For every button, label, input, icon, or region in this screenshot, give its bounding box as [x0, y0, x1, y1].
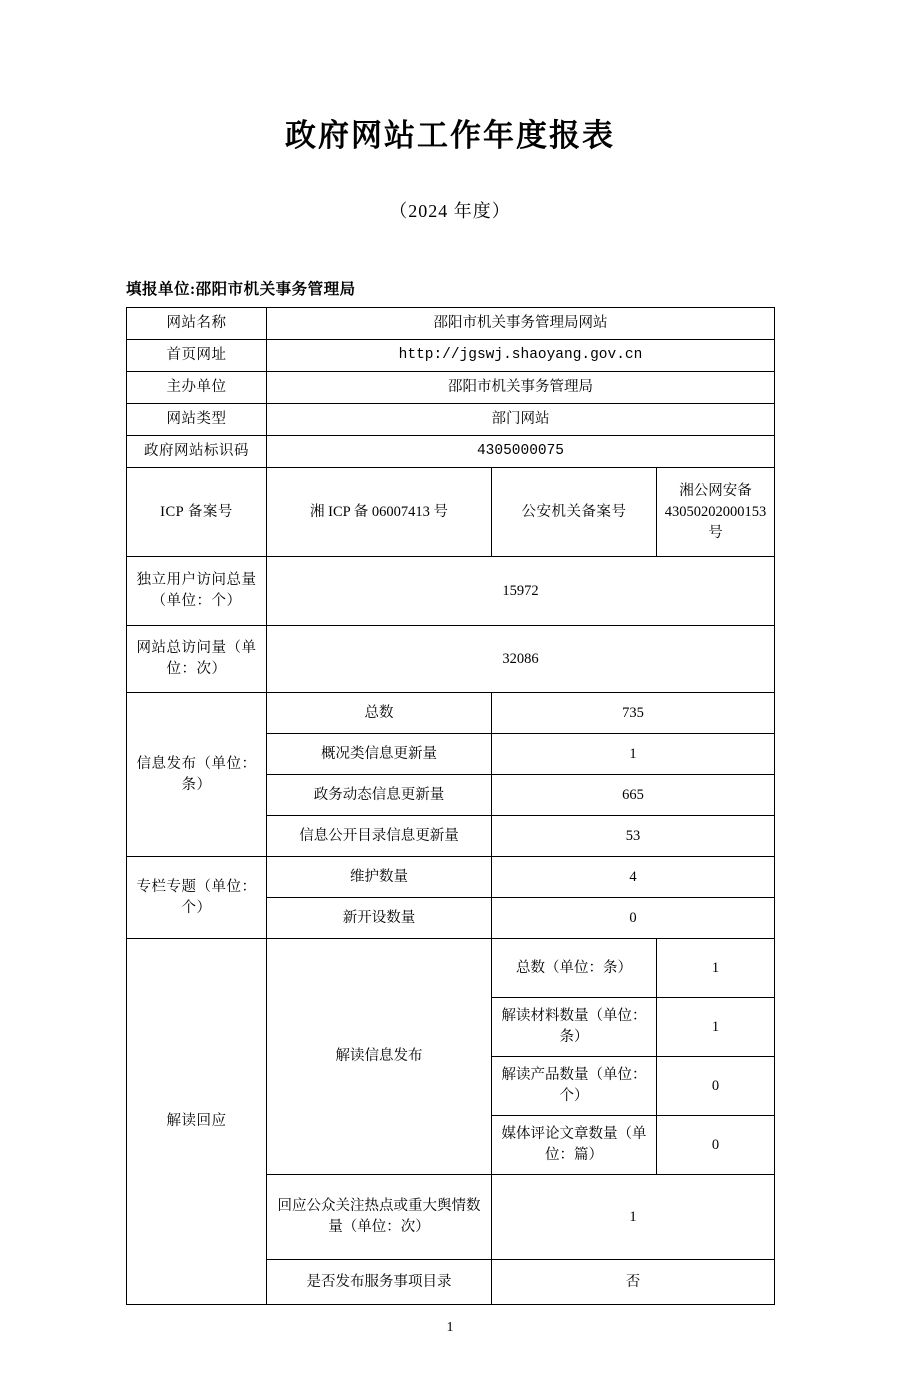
- total-visits-label: 网站总访问量（单位：次）: [127, 626, 267, 693]
- unique-visitors-label: 独立用户访问总量（单位：个）: [127, 557, 267, 626]
- interpret-item-value: 0: [657, 1116, 775, 1175]
- interpret-response-label: 解读回应: [127, 939, 267, 1305]
- response-hotspot-label: 回应公众关注热点或重大舆情数量（单位：次）: [267, 1175, 492, 1260]
- police-record-label: 公安机关备案号: [492, 468, 657, 557]
- interpret-publish-label: 解读信息发布: [267, 939, 492, 1175]
- sponsor-value: 邵阳市机关事务管理局: [267, 372, 775, 404]
- table-row: [127, 468, 775, 557]
- table-row: [127, 626, 775, 693]
- page-title: 政府网站工作年度报表: [285, 118, 615, 154]
- interpret-item-value: 0: [657, 1057, 775, 1116]
- police-record-value: 湘公网安备 43050202000153 号: [657, 468, 775, 557]
- icp-label: ICP 备案号: [127, 468, 267, 557]
- site-name-label: 网站名称: [127, 308, 267, 340]
- column-topic-label: 专栏专题（单位：个）: [127, 857, 267, 939]
- info-publish-item-value: 53: [492, 816, 775, 857]
- table-row: [127, 939, 775, 998]
- site-type-label: 网站类型: [127, 404, 267, 436]
- document-subtitle: （2024 年度）: [389, 201, 511, 221]
- table-row: [127, 857, 775, 898]
- table-row: [127, 308, 775, 340]
- info-publish-item-value: 735: [492, 693, 775, 734]
- interpret-item-name: 媒体评论文章数量（单位：篇）: [492, 1116, 657, 1175]
- annual-report-table: [126, 307, 775, 1305]
- homepage-label: 首页网址: [127, 340, 267, 372]
- column-topic-item-value: 4: [492, 857, 775, 898]
- page-number: 1: [446, 1320, 454, 1335]
- table-row: [127, 340, 775, 372]
- info-publish-item-name: 政务动态信息更新量: [267, 775, 492, 816]
- interpret-item-name: 解读材料数量（单位：条）: [492, 998, 657, 1057]
- info-publish-label: 信息发布（单位：条）: [127, 693, 267, 857]
- column-topic-item-value: 0: [492, 898, 775, 939]
- column-topic-item-name: 维护数量: [267, 857, 492, 898]
- interpret-item-value: 1: [657, 998, 775, 1057]
- table-row: [127, 372, 775, 404]
- total-visits-value: 32086: [267, 626, 775, 693]
- interpret-item-value: 1: [657, 939, 775, 998]
- interpret-item-name: 总数（单位：条）: [492, 939, 657, 998]
- service-catalog-value: 否: [492, 1260, 775, 1305]
- site-type-value: 部门网站: [267, 404, 775, 436]
- info-publish-item-name: 总数: [267, 693, 492, 734]
- document-page: [0, 110, 900, 1382]
- info-publish-item-value: 665: [492, 775, 775, 816]
- homepage-value: http://jgswj.shaoyang.gov.cn: [267, 340, 775, 372]
- info-publish-item-value: 1: [492, 734, 775, 775]
- table-row: [127, 404, 775, 436]
- service-catalog-label: 是否发布服务事项目录: [267, 1260, 492, 1305]
- site-code-value: 4305000075: [267, 436, 775, 468]
- site-name-value: 邵阳市机关事务管理局网站: [267, 308, 775, 340]
- info-publish-item-name: 信息公开目录信息更新量: [267, 816, 492, 857]
- info-publish-item-name: 概况类信息更新量: [267, 734, 492, 775]
- table-row: [127, 693, 775, 734]
- column-topic-item-name: 新开设数量: [267, 898, 492, 939]
- interpret-item-name: 解读产品数量（单位：个）: [492, 1057, 657, 1116]
- sponsor-label: 主办单位: [127, 372, 267, 404]
- icp-value: 湘 ICP 备 06007413 号: [267, 468, 492, 557]
- fill-unit-line: 填报单位:邵阳市机关事务管理局: [126, 281, 356, 298]
- table-row: [127, 557, 775, 626]
- unique-visitors-value: 15972: [267, 557, 775, 626]
- response-hotspot-value: 1: [492, 1175, 775, 1260]
- site-code-label: 政府网站标识码: [127, 436, 267, 468]
- table-row: [127, 436, 775, 468]
